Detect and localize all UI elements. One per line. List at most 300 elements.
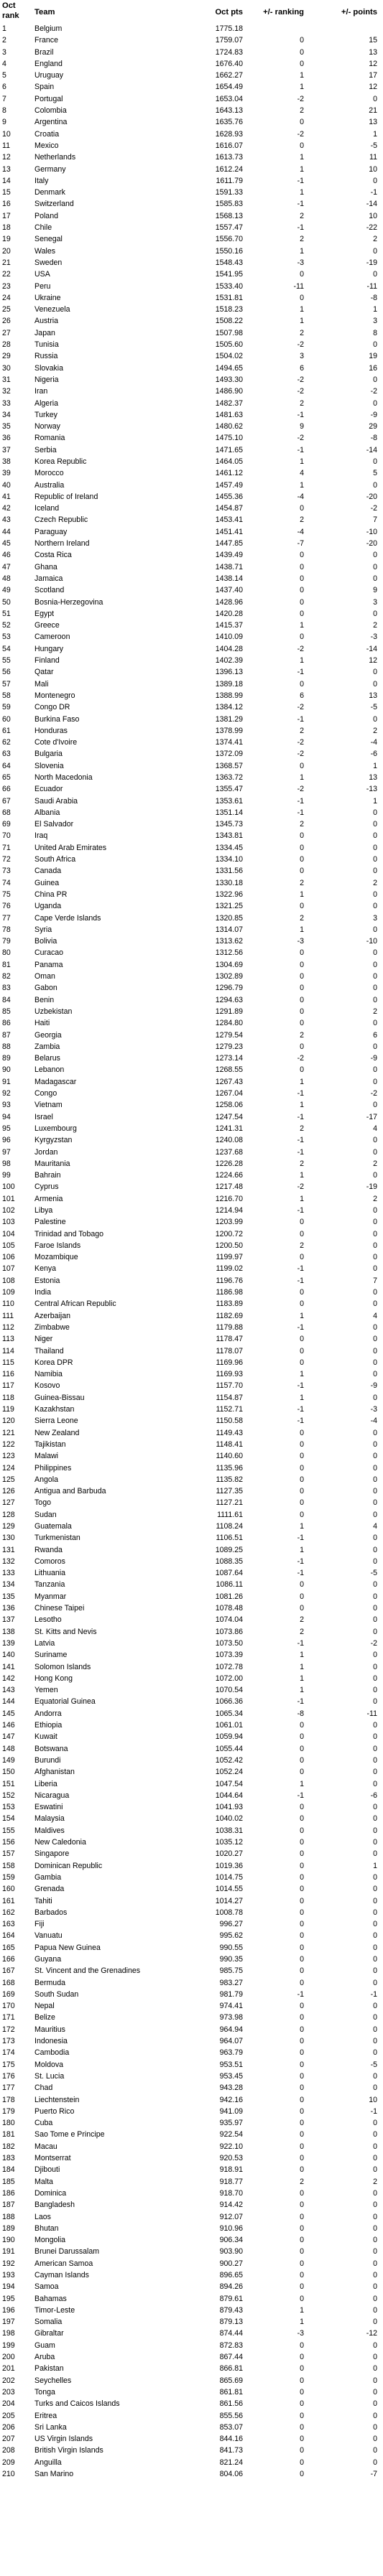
points-cell: 963.79 [219,2048,243,2058]
table-row [0,1813,383,1824]
ranking-change-cell: 0 [300,1920,304,1929]
points-change-cell: 0 [373,1697,377,1707]
ranking-change-cell: -4 [297,527,304,536]
ranking-change-cell: -1 [297,1112,304,1121]
team-cell: Honduras [34,726,68,735]
rank-cell: 76 [2,902,11,911]
rank-cell: 208 [2,2446,15,2455]
table-row [0,1357,383,1368]
points-cell: 1200.72 [215,1229,243,1238]
points-change-cell: 0 [373,2259,377,2268]
team-cell: Mali [34,679,49,689]
points-change-cell: 0 [373,1475,377,1484]
table-row [0,1579,383,1590]
points-change-cell: 2 [373,878,377,887]
points-cell: 1493.30 [215,375,243,384]
points-change-cell: -12 [366,2329,377,2338]
team-cell: Lesotho [34,1615,62,1625]
ranking-change-cell: 0 [300,1592,304,1601]
points-change-cell: -9 [370,1381,377,1391]
table-row [0,1696,383,1707]
team-cell: Liechtenstein [34,2095,80,2104]
rank-cell: 112 [2,1322,14,1332]
team-cell: Lithuania [34,1569,66,1578]
table-row [0,877,383,889]
table-row [0,1918,383,1930]
points-change-cell: 6 [373,1030,377,1040]
ranking-change-cell: 0 [300,679,304,689]
points-change-cell: -8 [370,293,377,302]
points-cell: 1388.99 [215,691,243,700]
points-change-cell: 0 [373,2130,377,2139]
points-change-cell: 0 [373,902,377,911]
points-change-cell: 5 [373,469,377,478]
ranking-change-cell: 0 [300,2071,304,2081]
team-cell: Tahiti [34,1896,52,1905]
points-cell: 1556.70 [215,235,243,244]
ranking-change-cell: 0 [300,1826,304,1835]
points-change-cell: 0 [373,2002,377,2011]
ranking-change-cell: 0 [300,2271,304,2279]
team-cell: Zimbabwe [34,1322,70,1332]
table-row [0,608,383,620]
ranking-change-cell: 0 [300,1498,304,1508]
team-cell: Nicaragua [34,1791,70,1800]
points-change-cell: 0 [373,1042,377,1051]
points-change-cell: 2 [373,1159,377,1168]
points-cell: 1557.47 [215,223,243,233]
ranking-change-cell: 0 [300,1299,304,1309]
points-change-cell: 0 [373,995,377,1004]
team-cell: Eswatini [34,1803,63,1812]
points-cell: 1321.25 [215,902,243,911]
points-cell: 1662.27 [215,71,243,80]
points-cell: 1404.28 [215,644,243,653]
points-change-cell: 0 [373,890,377,899]
team-cell: Canada [34,867,62,876]
points-cell: 1296.79 [215,984,243,993]
team-cell: Denmark [34,188,65,197]
team-cell: Tonga [34,2387,55,2397]
points-change-cell: 0 [373,246,377,256]
team-cell: North Macedonia [34,773,93,782]
rank-cell: 81 [2,960,11,969]
points-cell: 1247.54 [215,1112,243,1121]
rank-cell: 44 [2,527,11,536]
ranking-change-cell: 0 [300,2223,304,2233]
points-cell: 1014.27 [215,1896,243,1905]
table-row [0,503,383,514]
ranking-change-cell: 1 [300,246,304,256]
team-cell: Trinidad and Tobago [34,1229,104,1238]
points-change-cell: 0 [373,2037,377,2046]
ranking-change-cell: 1 [300,480,304,490]
team-cell: Congo [34,1089,57,1098]
rank-cell: 5 [2,71,6,80]
ranking-change-cell: 0 [300,1487,304,1496]
ranking-change-cell: 2 [300,1627,304,1636]
team-cell: Dominica [34,2188,67,2198]
rank-cell: 83 [2,984,11,993]
table-row [0,386,383,397]
table-row [0,1076,383,1088]
rank-cell: 15 [2,188,11,197]
rank-cell: 153 [2,1803,15,1812]
points-change-cell: 0 [373,808,377,817]
table-row [0,1474,383,1485]
rank-cell: 32 [2,387,11,396]
table-row [0,1614,383,1625]
rank-cell: 56 [2,668,11,677]
table-row [0,1965,383,1977]
points-cell: 922.10 [219,2142,243,2151]
points-cell: 1331.56 [215,867,243,876]
points-change-cell: 0 [373,2399,377,2409]
points-change-cell: 0 [373,1872,377,1882]
points-change-cell: -2 [370,1638,377,1648]
table-row [0,1380,383,1391]
points-cell: 1372.09 [215,750,243,759]
team-cell: Uzbekistan [34,1007,73,1016]
ranking-change-cell: 0 [300,2236,304,2245]
points-change-cell: 0 [373,2387,377,2397]
rank-cell: 151 [2,1779,15,1788]
points-change-cell: 0 [373,679,377,689]
points-change-cell: -4 [370,738,377,747]
ranking-change-cell: 0 [300,1510,304,1519]
team-cell: St. Kitts and Nevis [34,1627,97,1636]
rank-cell: 51 [2,609,11,618]
team-cell: US Virgin Islands [34,2435,93,2444]
table-row [0,432,383,444]
table-row [0,1731,383,1742]
ranking-change-cell: 1 [300,153,304,162]
ranking-change-cell: 1 [300,890,304,899]
table-row [0,281,383,292]
team-cell: Guinea [34,878,60,887]
points-cell: 1654.49 [215,83,243,92]
table-row [0,2024,383,2035]
points-cell: 844.16 [219,2435,243,2444]
points-cell: 1363.72 [215,773,243,782]
points-cell: 964.94 [219,2025,243,2034]
points-change-cell: 0 [373,1768,377,1777]
points-change-cell: 0 [373,2025,377,2034]
team-cell: Burkina Faso [34,714,80,724]
points-cell: 1073.50 [215,1638,243,1648]
points-cell: 1481.63 [215,410,243,419]
points-change-cell: -10 [366,937,377,946]
points-cell: 1072.78 [215,1662,243,1671]
ranking-change-cell: -1 [297,1381,304,1391]
ranking-change-cell: 0 [300,2130,304,2139]
points-change-cell: 0 [373,1849,377,1859]
points-change-cell: 0 [373,2165,377,2175]
rank-cell: 104 [2,1229,15,1238]
points-change-cell: 12 [369,83,377,92]
table-row [0,1930,383,1941]
points-cell: 1240.08 [215,1136,243,1145]
rank-cell: 93 [2,1101,11,1110]
ranking-change-cell: 0 [300,1358,304,1367]
team-cell: Germany [34,164,66,174]
team-cell: Ukraine [34,293,61,302]
rank-cell: 183 [2,2154,15,2163]
ranking-change-cell: 0 [300,1849,304,1859]
team-cell: Bhutan [34,2223,59,2233]
table-row [0,1404,383,1415]
points-change-cell: 0 [373,1896,377,1905]
points-change-cell: 4 [373,1311,377,1320]
ranking-change-cell: 0 [300,2002,304,2011]
team-cell: Iceland [34,504,60,513]
table-row [0,129,383,140]
ranking-change-cell: 1 [300,1662,304,1671]
points-change-cell: 0 [373,2364,377,2374]
rank-cell: 157 [2,1849,15,1859]
points-cell: 1345.73 [215,820,243,829]
ranking-change-cell: -1 [297,1534,304,1543]
rank-cell: 156 [2,1838,15,1847]
points-change-cell: 0 [373,1592,377,1601]
team-cell: Korea Republic [34,457,87,466]
rank-cell: 35 [2,422,11,431]
rank-cell: 66 [2,785,11,794]
points-change-cell: 9 [373,586,377,595]
team-cell: Mauritania [34,1159,70,1168]
rank-cell: 8 [2,106,6,116]
table-row [0,1170,383,1181]
points-cell: 1052.42 [215,1755,243,1765]
team-cell: Yemen [34,1686,58,1695]
points-change-cell: 2 [373,1194,377,1203]
ranking-change-cell: 2 [300,515,304,525]
table-row [0,2106,383,2117]
team-cell: Senegal [34,235,63,244]
table-row [0,1368,383,1380]
ranking-change-cell: 0 [300,1253,304,1262]
ranking-change-cell: 0 [300,2422,304,2432]
ranking-change-cell: -2 [297,129,304,139]
points-change-cell: 0 [373,1393,377,1402]
points-change-cell: 0 [373,375,377,384]
table-row [0,47,383,58]
ranking-change-cell: 6 [300,691,304,700]
table-row [0,1439,383,1450]
points-cell: 894.26 [219,2282,243,2292]
ranking-change-cell: 0 [300,948,304,958]
table-row [0,1415,383,1427]
table-row [0,760,383,772]
header-ranking-change: +/- ranking [263,8,304,17]
rank-cell: 7 [2,94,6,103]
table-row [0,818,383,830]
points-cell: 1135.82 [216,1475,243,1484]
points-change-cell: 0 [373,1335,377,1344]
points-change-cell: 0 [373,609,377,618]
table-row [0,1556,383,1567]
rank-cell: 10 [2,129,11,139]
points-cell: 1504.02 [215,352,243,361]
ranking-change-cell: -1 [297,200,304,209]
ranking-change-cell: 1 [300,71,304,80]
points-change-cell: -20 [366,539,377,549]
rank-cell: 173 [2,2037,15,2046]
points-change-cell: 0 [373,2353,377,2362]
team-cell: Peru [34,281,51,291]
points-cell: 1676.40 [215,59,243,68]
rank-cell: 55 [2,656,11,666]
points-cell: 1066.36 [215,1697,243,1707]
rank-cell: 50 [2,597,11,607]
team-cell: Brunei Darussalam [34,2247,100,2257]
points-change-cell: 0 [373,668,377,677]
table-row [0,748,383,760]
team-cell: Sweden [34,258,63,267]
ranking-change-cell: 0 [300,1229,304,1238]
ranking-change-cell: 0 [300,2142,304,2151]
ranking-change-cell: 1 [300,1651,304,1660]
points-cell: 1267.43 [215,1077,243,1086]
points-change-cell: 0 [373,2236,377,2245]
ranking-change-cell: 0 [300,2095,304,2104]
ranking-change-cell: 1 [300,1545,304,1554]
rank-cell: 68 [2,808,11,817]
rank-cell: 145 [2,1709,15,1718]
points-change-cell: 19 [369,352,377,361]
points-change-cell: 0 [373,1498,377,1508]
ranking-change-cell: 1 [300,773,304,782]
points-cell: 1568.13 [215,211,243,220]
ranking-change-cell: 2 [300,820,304,829]
rank-cell: 70 [2,831,11,841]
points-change-cell: 1 [373,129,377,139]
points-cell: 1381.29 [215,714,243,724]
points-cell: 1355.47 [215,785,243,794]
ranking-change-cell: 1 [300,925,304,934]
ranking-change-cell: 0 [300,2119,304,2128]
points-cell: 1267.04 [215,1089,243,1098]
rank-cell: 185 [2,2177,15,2186]
points-cell: 1533.40 [215,281,243,291]
table-row [0,1322,383,1333]
points-change-cell: 0 [373,398,377,408]
team-cell: Aruba [34,2353,55,2362]
points-cell: 1279.54 [215,1030,243,1040]
team-cell: Maldives [34,1826,65,1835]
rank-cell: 172 [2,2025,15,2034]
rank-cell: 65 [2,773,11,782]
points-cell: 872.83 [219,2341,243,2350]
points-cell: 1410.09 [215,633,243,642]
points-cell: 1088.35 [215,1557,243,1566]
table-row [0,1895,383,1907]
team-cell: South Africa [34,855,76,864]
ranking-change-cell: 0 [300,2446,304,2455]
team-cell: Romania [34,434,65,443]
rank-cell: 63 [2,750,11,759]
rank-cell: 147 [2,1732,15,1742]
table-row [0,70,383,81]
points-cell: 1072.00 [215,1674,243,1683]
ranking-change-cell: -1 [297,176,304,185]
rank-cell: 85 [2,1007,11,1016]
ranking-change-cell: 0 [300,2013,304,2022]
points-change-cell: 0 [373,1299,377,1309]
team-cell: Cape Verde Islands [34,913,101,923]
team-cell: England [34,59,63,68]
rank-cell: 75 [2,890,11,899]
rank-cell: 123 [2,1452,15,1461]
rank-cell: 3 [2,47,6,57]
points-cell: 1291.89 [215,1007,243,1016]
points-cell: 1635.76 [215,118,243,127]
rank-cell: 58 [2,691,11,700]
ranking-change-cell: -1 [297,1147,304,1157]
table-row [0,737,383,748]
rank-cell: 128 [2,1510,15,1519]
rank-cell: 204 [2,2399,15,2409]
table-row [0,830,383,841]
points-change-cell: 0 [373,2376,377,2385]
team-cell: Grenada [34,1885,65,1894]
points-change-cell: 0 [373,1662,377,1671]
table-row [0,725,383,737]
table-row [0,2258,383,2269]
points-change-cell: 0 [373,1627,377,1636]
table-row [0,2457,383,2468]
rank-cell: 107 [2,1264,15,1274]
team-cell: Cyprus [34,1182,59,1192]
rank-cell: 69 [2,820,11,829]
points-change-cell: 11 [369,153,377,162]
team-cell: Slovakia [34,363,64,373]
rank-cell: 105 [2,1241,15,1250]
points-change-cell: 0 [373,1358,377,1367]
ranking-change-cell: 0 [300,2025,304,2034]
team-cell: Russia [34,352,58,361]
points-cell: 1775.18 [215,24,243,33]
table-row [0,257,383,269]
table-row [0,2234,383,2246]
points-cell: 874.44 [219,2329,243,2338]
team-cell: Estonia [34,1276,60,1285]
ranking-change-cell: 1 [300,305,304,314]
points-change-cell: 1 [373,1861,377,1870]
ranking-change-cell: 1 [300,621,304,630]
points-change-cell: 0 [373,2341,377,2350]
rank-cell: 22 [2,270,11,279]
rank-cell: 90 [2,1065,11,1075]
points-change-cell: 3 [373,913,377,923]
team-cell: Italy [34,176,49,185]
rank-cell: 100 [2,1182,15,1192]
team-cell: Chinese Taipei [34,1604,85,1613]
points-cell: 1437.40 [215,586,243,595]
rank-cell: 158 [2,1861,15,1870]
team-cell: Panama [34,960,63,969]
points-cell: 1217.48 [215,1182,243,1192]
team-cell: Bolivia [34,937,57,946]
table-row [0,1053,383,1064]
ranking-change-cell: -2 [297,387,304,396]
table-row [0,456,383,467]
points-cell: 1061.01 [215,1721,243,1730]
rank-cell: 190 [2,2236,15,2245]
points-cell: 1518.23 [215,305,243,314]
points-cell: 1334.10 [215,855,243,864]
ranking-change-cell: -1 [297,714,304,724]
